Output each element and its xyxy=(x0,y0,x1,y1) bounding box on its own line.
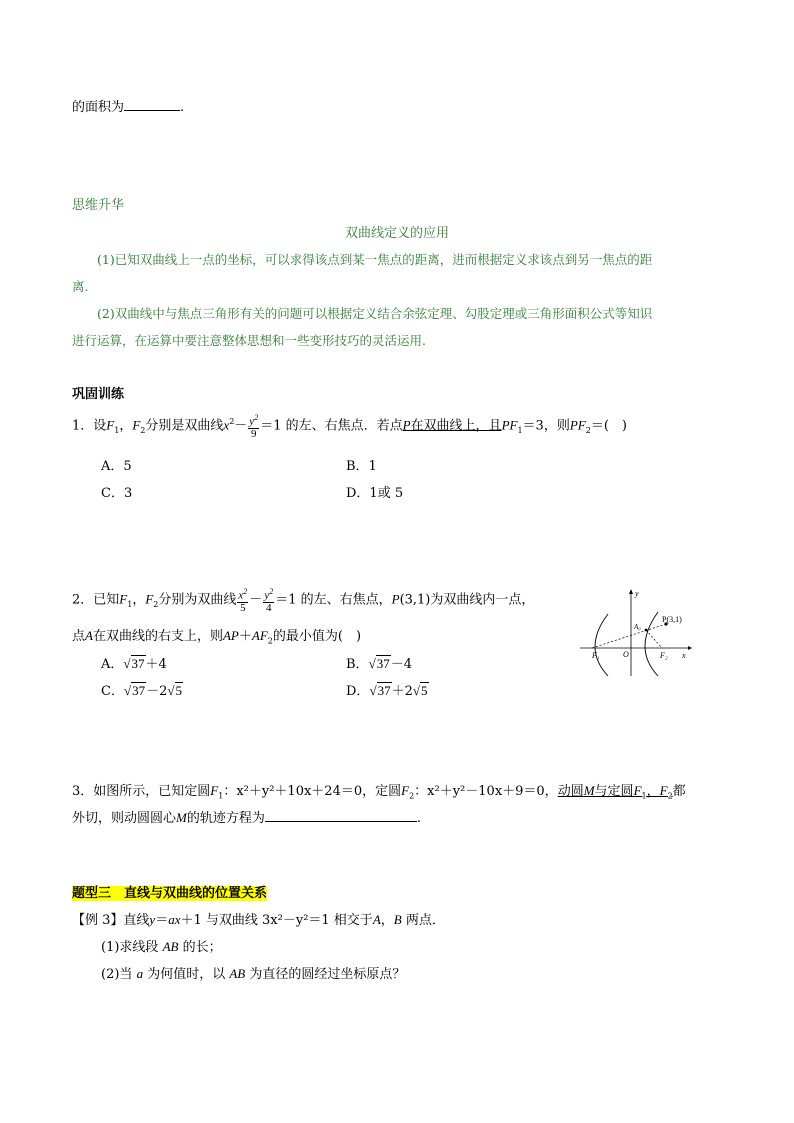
p-label: P(3,1) xyxy=(662,615,682,624)
right-branch xyxy=(645,612,658,676)
question-2-line1: 2．已知$F_1$，$F_2$分别为双曲线 $\frac{x^2}{5}$ － $\frac{y^2}{4}$ ＝1 的左、右焦点，P(3,1)为双曲线内一点， xyxy=(72,587,535,614)
example-3-sub2: (2)当 a 为何值时，以 AB 为直径的圆经过坐标原点？ xyxy=(101,966,406,982)
dashed-line-f1-p xyxy=(592,624,666,648)
question-3-line1: 3．如图所示，已知定圆$F_1$：x²＋y²＋10x＋24＝0，定圆$F_2$：x²＋y²－10x＋9＝0，动圆M与定圆$F_1$，$F_2$都 xyxy=(72,783,686,801)
q2-option-b[interactable]: B．√37－4 xyxy=(346,656,412,672)
question-2-line2: 点A在双曲线的右支上，则$AP+AF_2$的最小值为( ) xyxy=(72,628,362,646)
thinking-title: 双曲线定义的应用 xyxy=(344,226,449,241)
x-axis-arrow xyxy=(688,646,692,650)
thinking-para2a: (2)双曲线中与焦点三角形有关的问题可以根据定义结合余弦定理、勾股定理或三角形面积公式等知识 xyxy=(97,306,653,321)
y-axis-arrow xyxy=(629,589,633,594)
origin-label: O xyxy=(623,650,629,659)
point-a0 xyxy=(645,629,648,632)
example-3-sub1: (1)求线段 AB 的长； xyxy=(101,939,222,955)
fraction-y2-over-9: $\frac{y^2}{9}$ xyxy=(249,413,259,440)
top-line: 的面积为 . xyxy=(72,100,185,115)
q1-option-b[interactable]: B．1 xyxy=(346,459,377,474)
thinking-para1a: (1)已知双曲线上一点的坐标，可以求得该点到某一焦点的距离，进而根据定义求该点到另一焦点的距 xyxy=(97,252,653,267)
example-3: 【例 3】直线y＝ax＋1 与双曲线 3x²－y²＝1 相交于A，B 两点． xyxy=(72,912,445,928)
question-3-line2: 外切，则动圆圆心M的轨迹方程为 . xyxy=(72,810,422,826)
q3-answer-blank[interactable] xyxy=(265,809,417,822)
question-1: 1．设$F_1$，$F_2$分别是双曲线$x^2-$ $\frac{y^2}{9}$ ＝1 的左、右焦点．若点P在双曲线上，且$PF_1=3$，则$PF_2=$( ) xyxy=(72,413,627,440)
q1-option-c[interactable]: C．3 xyxy=(101,486,133,501)
q2-option-a[interactable]: A．√37＋4 xyxy=(101,656,167,672)
dashed-line-a0-f2 xyxy=(646,630,662,648)
practice-title: 巩固训练 xyxy=(72,387,125,402)
f1-label: F₁ xyxy=(592,651,600,660)
type3-title: 题型三 直线与双曲线的位置关系 xyxy=(72,886,268,901)
answer-blank[interactable] xyxy=(124,98,180,111)
thinking-header: 思维升华 xyxy=(72,198,125,213)
a0-label: A₀ xyxy=(634,623,641,631)
hyperbola-figure xyxy=(578,586,696,678)
f2-label: F₂ xyxy=(660,651,668,660)
fraction-y2-over-4: $\frac{y^2}{4}$ xyxy=(264,587,274,614)
q2-option-d[interactable]: D．√37＋2√5 xyxy=(346,683,428,699)
q1-option-a[interactable]: A．5 xyxy=(101,459,132,474)
thinking-para1b: 离. xyxy=(72,279,89,294)
fraction-x2-over-5: $\frac{x^2}{5}$ xyxy=(238,587,248,614)
q2-option-c[interactable]: C．√37－2√5 xyxy=(101,683,183,699)
thinking-para2b: 进行运算，在运算中要注意整体思想和一些变形技巧的灵活运用. xyxy=(72,333,426,348)
x-label: x xyxy=(682,651,686,660)
y-label: y xyxy=(635,589,639,598)
q1-option-d[interactable]: D．1或 5 xyxy=(346,486,404,501)
